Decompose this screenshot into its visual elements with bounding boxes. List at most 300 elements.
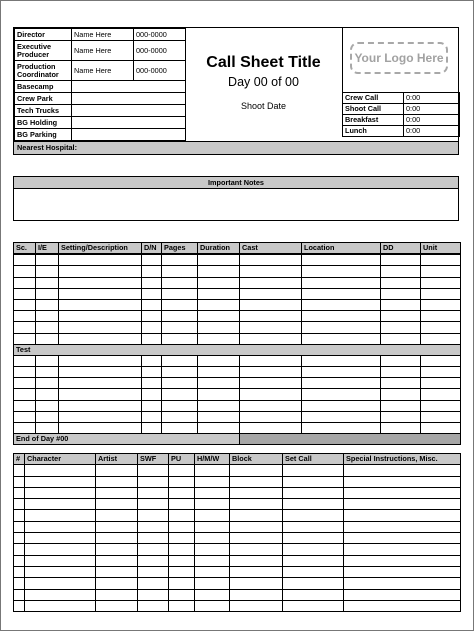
table-cell[interactable] (344, 476, 461, 487)
column-header: Duration (198, 243, 240, 255)
table-cell[interactable] (198, 378, 240, 389)
crew-name[interactable]: Name Here (72, 29, 134, 41)
table-cell[interactable] (14, 389, 36, 400)
table-cell[interactable] (138, 533, 169, 544)
table-row (14, 411, 461, 422)
table-cell[interactable] (230, 476, 283, 487)
table-cell[interactable] (59, 266, 142, 277)
table-cell[interactable] (59, 277, 142, 288)
table-cell[interactable] (195, 510, 230, 521)
table-cell[interactable] (381, 378, 421, 389)
table-cell[interactable] (59, 423, 142, 434)
table-cell[interactable] (302, 322, 381, 333)
table-cell[interactable] (195, 476, 230, 487)
table-cell[interactable] (198, 277, 240, 288)
table-cell[interactable] (283, 487, 344, 498)
table-cell[interactable] (283, 499, 344, 510)
table-cell[interactable] (59, 311, 142, 322)
table-cell[interactable] (14, 544, 25, 555)
table-cell[interactable] (344, 566, 461, 577)
table-cell[interactable] (302, 400, 381, 411)
table-cell[interactable] (344, 487, 461, 498)
table-cell[interactable] (195, 589, 230, 600)
table-cell[interactable] (14, 411, 36, 422)
table-cell[interactable] (302, 299, 381, 310)
table-cell[interactable] (36, 389, 59, 400)
table-cell[interactable] (14, 510, 25, 521)
crew-role: Executive Producer (15, 41, 72, 61)
table-cell[interactable] (381, 322, 421, 333)
table-cell[interactable] (421, 266, 461, 277)
table-cell[interactable] (162, 311, 198, 322)
table-cell[interactable] (96, 465, 138, 476)
table-cell[interactable] (59, 400, 142, 411)
table-cell[interactable] (302, 277, 381, 288)
table-row (14, 311, 461, 322)
table-cell[interactable] (421, 378, 461, 389)
table-cell[interactable] (25, 589, 96, 600)
table-cell[interactable] (138, 589, 169, 600)
time-value[interactable]: 0:00 (404, 115, 460, 126)
table-cell[interactable] (96, 510, 138, 521)
table-cell[interactable] (240, 367, 302, 378)
table-cell[interactable] (59, 322, 142, 333)
table-cell[interactable] (14, 254, 36, 266)
table-cell[interactable] (198, 299, 240, 310)
location-value[interactable] (72, 117, 186, 129)
table-cell[interactable] (162, 333, 198, 344)
table-cell[interactable] (36, 333, 59, 344)
table-cell[interactable] (14, 299, 36, 310)
table-cell[interactable] (381, 299, 421, 310)
table-cell[interactable] (96, 521, 138, 532)
table-cell[interactable] (14, 589, 25, 600)
table-cell[interactable] (169, 555, 195, 566)
table-cell[interactable] (230, 533, 283, 544)
table-cell[interactable] (169, 510, 195, 521)
table-cell[interactable] (25, 499, 96, 510)
table-cell[interactable] (195, 555, 230, 566)
table-cell[interactable] (381, 423, 421, 434)
table-cell[interactable] (59, 299, 142, 310)
table-cell[interactable] (230, 589, 283, 600)
table-cell[interactable] (381, 411, 421, 422)
table-cell[interactable] (36, 411, 59, 422)
table-cell[interactable] (421, 423, 461, 434)
table-cell[interactable] (230, 499, 283, 510)
table-cell[interactable] (162, 389, 198, 400)
table-cell[interactable] (381, 355, 421, 366)
table-cell[interactable] (198, 355, 240, 366)
table-cell[interactable] (381, 266, 421, 277)
table-cell[interactable] (142, 411, 162, 422)
table-cell[interactable] (96, 533, 138, 544)
table-cell[interactable] (283, 544, 344, 555)
table-cell[interactable] (142, 400, 162, 411)
table-cell[interactable] (36, 423, 59, 434)
table-cell[interactable] (142, 299, 162, 310)
table-cell[interactable] (240, 266, 302, 277)
table-cell[interactable] (421, 288, 461, 299)
table-cell[interactable] (36, 299, 59, 310)
table-cell[interactable] (142, 254, 162, 266)
table-cell[interactable] (283, 578, 344, 589)
table-cell[interactable] (283, 465, 344, 476)
table-cell[interactable] (195, 600, 230, 611)
table-cell[interactable] (138, 544, 169, 555)
table-cell[interactable] (96, 555, 138, 566)
table-cell[interactable] (25, 487, 96, 498)
table-cell[interactable] (195, 499, 230, 510)
table-cell[interactable] (302, 288, 381, 299)
table-cell[interactable] (14, 277, 36, 288)
cast-header-row (14, 454, 461, 465)
table-cell[interactable] (169, 600, 195, 611)
table-cell[interactable] (142, 288, 162, 299)
table-cell[interactable] (14, 333, 36, 344)
table-cell[interactable] (344, 600, 461, 611)
table-cell[interactable] (142, 423, 162, 434)
table-cell[interactable] (96, 566, 138, 577)
table-cell[interactable] (302, 389, 381, 400)
table-cell[interactable] (162, 355, 198, 366)
table-cell[interactable] (302, 411, 381, 422)
table-cell[interactable] (344, 555, 461, 566)
table-cell[interactable] (302, 367, 381, 378)
table-cell[interactable] (25, 510, 96, 521)
table-cell[interactable] (59, 378, 142, 389)
table-cell[interactable] (25, 465, 96, 476)
table-cell[interactable] (421, 355, 461, 366)
table-cell[interactable] (14, 566, 25, 577)
table-cell[interactable] (162, 254, 198, 266)
table-cell[interactable] (14, 311, 36, 322)
table-cell[interactable] (142, 333, 162, 344)
table-cell[interactable] (169, 465, 195, 476)
table-cell[interactable] (302, 266, 381, 277)
table-cell[interactable] (36, 288, 59, 299)
table-cell[interactable] (142, 322, 162, 333)
location-value[interactable] (72, 93, 186, 105)
table-cell[interactable] (138, 465, 169, 476)
table-cell[interactable] (138, 578, 169, 589)
table-cell[interactable] (230, 578, 283, 589)
table-cell[interactable] (240, 288, 302, 299)
table-cell[interactable] (142, 378, 162, 389)
table-cell[interactable] (283, 533, 344, 544)
table-cell[interactable] (169, 521, 195, 532)
table-cell[interactable] (36, 400, 59, 411)
table-cell[interactable] (14, 521, 25, 532)
crew-phone[interactable]: 000-0000 (134, 29, 186, 41)
column-header: Pages (162, 243, 198, 255)
table-cell[interactable] (381, 367, 421, 378)
table-cell[interactable] (138, 487, 169, 498)
table-cell[interactable] (138, 600, 169, 611)
table-cell[interactable] (59, 288, 142, 299)
table-cell[interactable] (14, 487, 25, 498)
table-cell[interactable] (283, 600, 344, 611)
table-cell[interactable] (230, 600, 283, 611)
table-cell[interactable] (230, 465, 283, 476)
table-cell[interactable] (14, 533, 25, 544)
table-cell[interactable] (198, 333, 240, 344)
crew-phone[interactable]: 000-0000 (134, 61, 186, 81)
table-cell[interactable] (302, 355, 381, 366)
shoot-date[interactable]: Shoot Date (240, 101, 287, 111)
table-cell[interactable] (36, 378, 59, 389)
logo-placeholder[interactable] (350, 42, 448, 74)
table-cell[interactable] (421, 367, 461, 378)
table-cell[interactable] (14, 499, 25, 510)
table-cell[interactable] (344, 578, 461, 589)
table-cell[interactable] (198, 311, 240, 322)
table-cell[interactable] (36, 367, 59, 378)
table-cell[interactable] (381, 311, 421, 322)
table-cell[interactable] (421, 322, 461, 333)
table-cell[interactable] (198, 254, 240, 266)
table-cell[interactable] (421, 311, 461, 322)
table-cell[interactable] (421, 400, 461, 411)
table-cell[interactable] (59, 355, 142, 366)
table-cell[interactable] (169, 533, 195, 544)
crew-phone[interactable]: 000-0000 (134, 41, 186, 61)
table-cell[interactable] (36, 254, 59, 266)
table-cell[interactable] (195, 533, 230, 544)
table-cell[interactable] (25, 566, 96, 577)
table-cell[interactable] (14, 600, 25, 611)
table-cell[interactable] (36, 311, 59, 322)
table-cell[interactable] (59, 411, 142, 422)
table-cell[interactable] (344, 544, 461, 555)
table-cell[interactable] (344, 499, 461, 510)
table-cell[interactable] (195, 566, 230, 577)
table-cell[interactable] (14, 378, 36, 389)
time-value[interactable]: 0:00 (404, 126, 460, 137)
table-cell[interactable] (142, 367, 162, 378)
table-cell[interactable] (14, 288, 36, 299)
table-cell[interactable] (344, 510, 461, 521)
table-cell[interactable] (162, 378, 198, 389)
table-cell[interactable] (381, 400, 421, 411)
table-cell[interactable] (162, 299, 198, 310)
table-cell[interactable] (25, 533, 96, 544)
table-cell[interactable] (169, 476, 195, 487)
table-cell[interactable] (240, 389, 302, 400)
table-cell[interactable] (14, 423, 36, 434)
table-cell[interactable] (283, 510, 344, 521)
table-cell[interactable] (195, 578, 230, 589)
table-cell[interactable] (36, 322, 59, 333)
table-cell[interactable] (138, 555, 169, 566)
table-cell[interactable] (36, 266, 59, 277)
table-cell[interactable] (240, 400, 302, 411)
scenes-table (13, 242, 461, 445)
table-cell[interactable] (162, 423, 198, 434)
table-cell[interactable] (421, 411, 461, 422)
location-label: BG Holding (15, 117, 72, 129)
table-cell[interactable] (283, 566, 344, 577)
table-cell[interactable] (344, 589, 461, 600)
table-cell[interactable] (421, 389, 461, 400)
table-cell[interactable] (59, 389, 142, 400)
table-cell[interactable] (381, 277, 421, 288)
table-cell[interactable] (421, 333, 461, 344)
table-cell[interactable] (195, 465, 230, 476)
table-cell[interactable] (195, 544, 230, 555)
table-cell[interactable] (142, 266, 162, 277)
table-cell[interactable] (240, 355, 302, 366)
table-cell[interactable] (240, 411, 302, 422)
table-cell[interactable] (283, 476, 344, 487)
table-cell[interactable] (142, 311, 162, 322)
table-cell[interactable] (96, 544, 138, 555)
table-cell[interactable] (240, 311, 302, 322)
table-cell[interactable] (96, 600, 138, 611)
table-cell[interactable] (25, 578, 96, 589)
table-cell[interactable] (283, 555, 344, 566)
table-row (14, 322, 461, 333)
table-cell[interactable] (240, 277, 302, 288)
table-cell[interactable] (142, 355, 162, 366)
table-cell[interactable] (138, 510, 169, 521)
table-cell[interactable] (169, 566, 195, 577)
table-cell[interactable] (14, 355, 36, 366)
table-cell[interactable] (14, 322, 36, 333)
table-cell[interactable] (96, 487, 138, 498)
table-cell[interactable] (169, 487, 195, 498)
table-cell[interactable] (36, 277, 59, 288)
table-cell[interactable] (198, 367, 240, 378)
table-cell[interactable] (302, 333, 381, 344)
table-cell[interactable] (381, 288, 421, 299)
table-cell[interactable] (14, 578, 25, 589)
table-cell[interactable] (344, 521, 461, 532)
crew-name[interactable]: Name Here (72, 41, 134, 61)
table-cell[interactable] (421, 254, 461, 266)
table-cell[interactable] (230, 487, 283, 498)
table-cell[interactable] (162, 288, 198, 299)
table-cell[interactable] (344, 533, 461, 544)
table-cell[interactable] (25, 476, 96, 487)
table-cell[interactable] (142, 389, 162, 400)
table-cell[interactable] (198, 288, 240, 299)
table-cell[interactable] (59, 254, 142, 266)
table-cell[interactable] (138, 521, 169, 532)
table-cell[interactable] (198, 389, 240, 400)
table-cell[interactable] (198, 423, 240, 434)
table-cell[interactable] (381, 389, 421, 400)
table-cell[interactable] (230, 510, 283, 521)
table-cell[interactable] (96, 589, 138, 600)
table-cell[interactable] (25, 600, 96, 611)
table-cell[interactable] (14, 266, 36, 277)
table-cell[interactable] (198, 411, 240, 422)
table-cell[interactable] (162, 367, 198, 378)
table-cell[interactable] (169, 499, 195, 510)
table-cell[interactable] (230, 566, 283, 577)
table-cell[interactable] (96, 578, 138, 589)
table-cell[interactable] (240, 333, 302, 344)
table-cell[interactable] (138, 476, 169, 487)
location-value[interactable] (72, 81, 186, 93)
table-cell[interactable] (25, 555, 96, 566)
table-cell[interactable] (240, 378, 302, 389)
crew-name[interactable]: Name Here (72, 61, 134, 81)
table-cell[interactable] (169, 589, 195, 600)
table-cell[interactable] (96, 499, 138, 510)
table-cell[interactable] (162, 400, 198, 411)
column-header: Setting/Description (59, 243, 142, 255)
location-value[interactable] (72, 129, 186, 141)
table-cell[interactable] (25, 521, 96, 532)
table-cell[interactable] (59, 333, 142, 344)
table-cell[interactable] (230, 555, 283, 566)
table-cell[interactable] (344, 465, 461, 476)
table-cell[interactable] (302, 423, 381, 434)
table-cell[interactable] (421, 299, 461, 310)
table-cell[interactable] (381, 254, 421, 266)
table-cell[interactable] (195, 487, 230, 498)
table-cell[interactable] (162, 411, 198, 422)
table-cell[interactable] (230, 544, 283, 555)
location-row (15, 93, 186, 105)
table-cell[interactable] (162, 322, 198, 333)
table-cell[interactable] (142, 277, 162, 288)
location-value[interactable] (72, 105, 186, 117)
call-sheet-title[interactable]: Call Sheet Title (206, 54, 321, 71)
table-cell[interactable] (138, 566, 169, 577)
nearest-hospital-row[interactable]: Nearest Hospital: (14, 141, 458, 154)
table-cell[interactable] (198, 322, 240, 333)
table-cell[interactable] (25, 544, 96, 555)
table-cell[interactable] (421, 277, 461, 288)
table-cell[interactable] (162, 277, 198, 288)
table-cell[interactable] (230, 521, 283, 532)
table-cell[interactable] (240, 322, 302, 333)
table-cell[interactable] (381, 333, 421, 344)
table-cell[interactable] (240, 254, 302, 266)
time-value[interactable]: 0:00 (404, 104, 460, 115)
time-value[interactable]: 0:00 (404, 93, 460, 104)
table-cell[interactable] (169, 544, 195, 555)
table-cell[interactable] (138, 499, 169, 510)
table-cell[interactable] (302, 378, 381, 389)
column-header: Character (25, 454, 96, 465)
table-cell[interactable] (36, 355, 59, 366)
table-cell[interactable] (162, 266, 198, 277)
table-cell[interactable] (14, 400, 36, 411)
table-cell[interactable] (283, 521, 344, 532)
table-cell[interactable] (240, 299, 302, 310)
table-cell[interactable] (240, 423, 302, 434)
table-cell[interactable] (96, 476, 138, 487)
table-cell[interactable] (195, 521, 230, 532)
important-notes-body[interactable] (14, 189, 458, 221)
table-cell[interactable] (302, 254, 381, 266)
table-cell[interactable] (14, 367, 36, 378)
table-cell[interactable] (198, 400, 240, 411)
table-cell[interactable] (302, 311, 381, 322)
day-counter[interactable]: Day 00 of 00 (228, 75, 299, 89)
table-cell[interactable] (283, 589, 344, 600)
table-cell[interactable] (169, 578, 195, 589)
table-cell[interactable] (14, 476, 25, 487)
table-cell[interactable] (198, 266, 240, 277)
table-cell[interactable] (59, 367, 142, 378)
table-cell[interactable] (14, 555, 25, 566)
table-cell[interactable] (14, 465, 25, 476)
